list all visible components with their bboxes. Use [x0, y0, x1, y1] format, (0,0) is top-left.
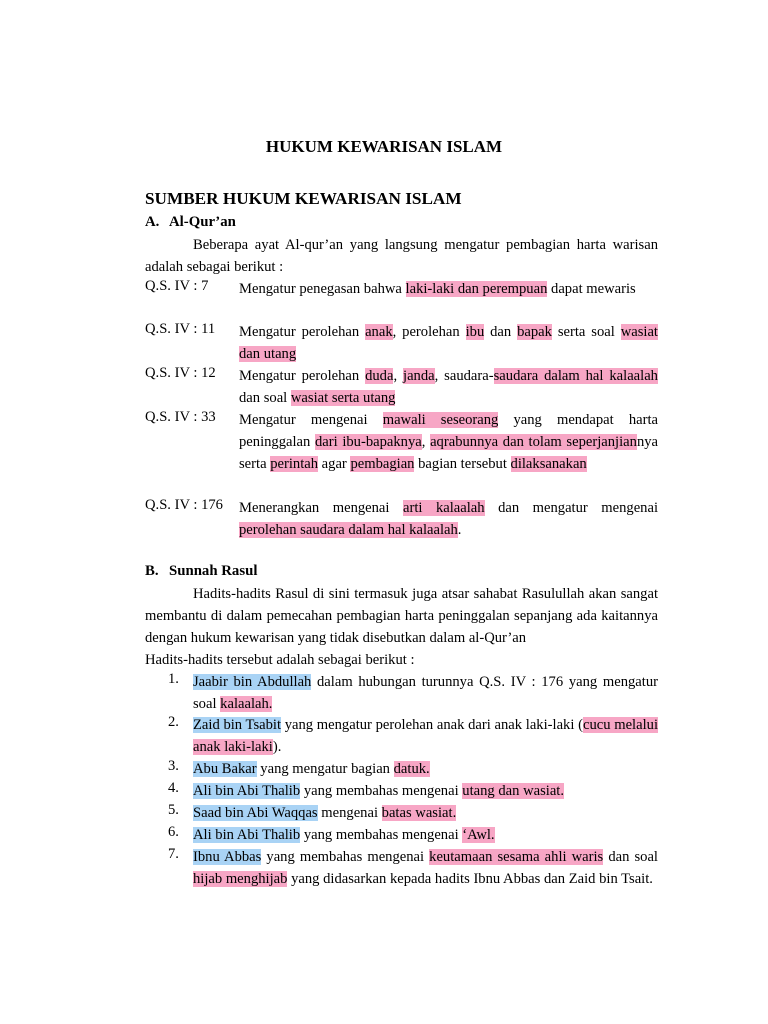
highlight: arti kalaalah	[402, 500, 485, 516]
text-segment: yang mengatur bagian	[256, 761, 394, 777]
text-segment: yang membahas mengenai	[300, 827, 463, 843]
quran-ref-description	[239, 321, 658, 365]
text-segment: Mengatur perolehan	[239, 324, 366, 340]
section-b-intro-text-2: Hadits-hadits tersebut adalah sebagai berikut :	[145, 652, 415, 668]
text-segment: yang mendapat harta peninggalan	[239, 412, 658, 450]
text-segment: yang membahas mengenai	[261, 849, 430, 865]
quran-ref-description	[239, 365, 658, 409]
list-item-text	[193, 802, 658, 824]
highlight-name: Ali bin Abi Thalib	[193, 783, 301, 799]
subsection-b-heading	[145, 563, 257, 580]
text-segment: , perolehan	[392, 324, 466, 340]
highlight-name: Saad bin Abi Waqqas	[193, 805, 318, 821]
section-a-intro-text: Beberapa ayat Al-qur’an yang langsung mengatur pembagian harta warisan adalah sebagai berikut :	[145, 237, 658, 275]
text-segment: bagian tersebut	[414, 456, 511, 472]
subsection-a-letter: A.	[145, 214, 160, 230]
list-number: 5.	[168, 802, 179, 818]
list-item-text	[193, 714, 658, 758]
highlight: batas wasiat.	[381, 805, 457, 821]
text-segment: agar	[318, 456, 351, 472]
subsection-b-letter: B.	[145, 563, 159, 579]
list-item-text	[193, 671, 658, 715]
subsection-a-title: Al-Qur’an	[169, 214, 236, 230]
subsection-a-heading	[145, 214, 236, 231]
text-segment: nya serta	[239, 434, 659, 472]
text-segment: dan mengatur mengenai	[484, 500, 658, 516]
text-segment: Mengatur mengenai	[239, 412, 383, 428]
highlight: keutamaan sesama ahli waris	[429, 849, 604, 865]
highlight: utang dan wasiat.	[462, 783, 565, 799]
quran-ref: Q.S. IV : 11	[145, 321, 216, 337]
highlight: kalaalah.	[220, 696, 273, 712]
list-item-text	[193, 780, 658, 802]
text-segment: ,	[421, 434, 431, 450]
quran-ref: Q.S. IV : 33	[145, 409, 216, 425]
list-number: 3.	[168, 758, 179, 774]
quran-ref: Q.S. IV : 7	[145, 278, 209, 294]
text-segment: dan soal	[603, 849, 658, 865]
document-title: HUKUM KEWARISAN ISLAM	[265, 137, 503, 156]
highlight: dilaksanakan	[510, 456, 587, 472]
list-item-text	[193, 758, 658, 780]
quran-ref: Q.S. IV : 12	[145, 365, 216, 381]
highlight: janda	[403, 368, 435, 384]
highlight: dari ibu-bapaknya	[314, 434, 422, 450]
highlight: pembagian	[350, 456, 415, 472]
highlight-name: Jaabir bin Abdullah	[193, 674, 312, 690]
text-segment: serta soal	[551, 324, 621, 340]
highlight: perolehan saudara dalam hal kalaalah	[239, 522, 458, 538]
subsection-b-title: Sunnah Rasul	[169, 563, 258, 579]
text-segment: dan soal	[239, 390, 291, 406]
quran-ref-description	[239, 497, 658, 541]
highlight: cucu melalui anak laki-laki	[193, 717, 658, 755]
text-segment: yang mengatur perolehan anak dari anak laki-laki (	[281, 717, 583, 733]
text-segment: .	[457, 522, 462, 538]
highlight-name: Ali bin Abi Thalib	[193, 827, 301, 843]
text-segment: , saudara-	[434, 368, 494, 384]
highlight: laki-laki dan perempuan	[405, 281, 548, 297]
highlight: bapak	[517, 324, 552, 340]
highlight: duda	[365, 368, 394, 384]
list-number: 7.	[168, 846, 179, 862]
highlight: wasiat serta utang	[290, 390, 396, 406]
section-b-intro-text: Hadits-hadits Rasul di sini termasuk juga atsar sahabat Rasulullah akan sangat membantu di dalam pemecahan pembagian harta peninggalan sepanjang ada kaitannya dengan hukum kewarisan yang tidak disebutkan dalam al-Qur’an	[145, 586, 658, 646]
highlight: mawali seseorang	[382, 412, 499, 428]
highlight-name: Zaid bin Tsabit	[193, 717, 282, 733]
quran-ref-description	[239, 278, 658, 300]
text-segment: Menerangkan mengenai	[239, 500, 403, 516]
quran-ref-description	[239, 409, 658, 475]
list-item-text	[193, 824, 658, 846]
text-segment: ,	[393, 368, 404, 384]
highlight: hijab menghijab	[193, 871, 288, 887]
text-segment: mengenai	[317, 805, 382, 821]
text-segment: dapat mewaris	[547, 281, 636, 297]
highlight-name: Ibnu Abbas	[193, 849, 262, 865]
list-number: 1.	[168, 671, 179, 687]
list-number: 4.	[168, 780, 179, 796]
highlight: aqrabunnya dan tolam seperjanjian	[430, 434, 637, 450]
text-segment: dalam hubungan turunnya Q.S. IV : 176 yang mengatur soal	[193, 674, 658, 712]
highlight: saudara dalam hal kalaalah	[493, 368, 658, 384]
highlight-name: Abu Bakar	[193, 761, 257, 777]
highlight: wasiat dan utang	[239, 324, 658, 362]
list-item-text	[193, 846, 658, 890]
highlight: anak	[365, 324, 393, 340]
text-segment: ).	[272, 739, 282, 755]
section-b-intro	[145, 583, 658, 671]
list-number: 2.	[168, 714, 179, 730]
highlight: datuk.	[393, 761, 430, 777]
text-segment: Mengatur perolehan	[239, 368, 366, 384]
text-segment: dan	[484, 324, 518, 340]
section-heading: SUMBER HUKUM KEWARISAN ISLAM	[145, 189, 462, 208]
list-number: 6.	[168, 824, 179, 840]
text-segment: Mengatur penegasan bahwa	[239, 281, 406, 297]
text-segment: yang didasarkan kepada hadits Ibnu Abbas dan Zaid bin Tsait.	[287, 871, 653, 887]
quran-ref: Q.S. IV : 176	[145, 497, 223, 513]
highlight: ibu	[465, 324, 485, 340]
highlight: ‘Awl.	[462, 827, 495, 843]
text-segment: yang membahas mengenai	[300, 783, 463, 799]
highlight: perintah	[270, 456, 319, 472]
section-a-intro	[145, 234, 658, 278]
